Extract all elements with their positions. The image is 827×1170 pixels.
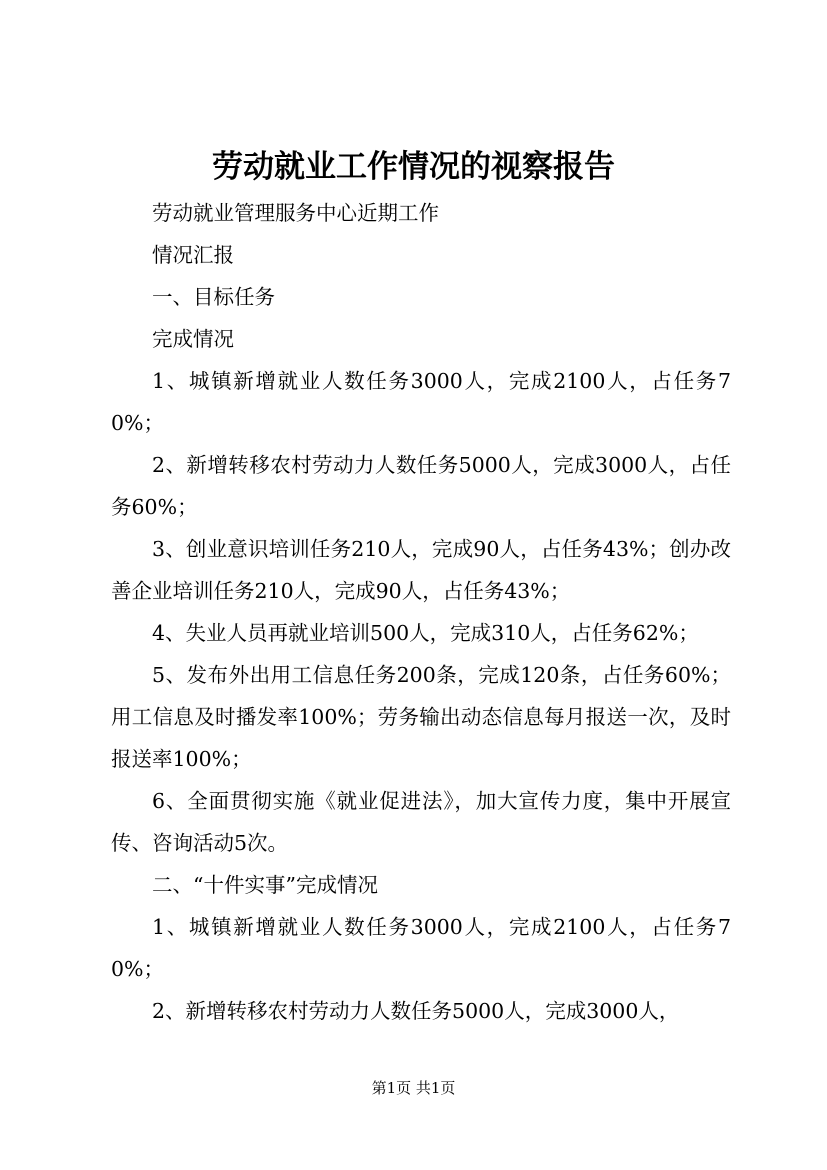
paragraph: 3、创业意识培训任务210人，完成90人，占任务43%；创办改善企业培训任务210人，完成90人，占任务43%； [111,537,731,603]
document-body [111,192,731,1032]
paragraph: 2、新增转移农村劳动力人数任务5000人，完成3000人，占任务60%； [111,453,731,519]
document-title: 劳动就业工作情况的视察报告 [212,149,615,185]
paragraph: 完成情况 [152,327,234,351]
paragraph: 二、“十件实事”完成情况 [152,873,378,897]
paragraph: 一、目标任务 [152,285,275,309]
paragraph: 2、新增转移农村劳动力人数任务5000人，完成3000人， [152,999,680,1023]
paragraph: 情况汇报 [152,243,234,267]
paragraph: 1、城镇新增就业人数任务3000人，完成2100人，占任务70%； [111,369,731,435]
paragraph: 1、城镇新增就业人数任务3000人，完成2100人，占任务70%； [111,915,731,981]
paragraph: 5、发布外出用工信息任务200条，完成120条，占任务60%；用工信息及时播发率100%；劳务输出动态信息每月报送一次，及时报送率100%； [111,663,731,771]
page-footer: 第1页 共1页 [371,1079,456,1097]
paragraph: 4、失业人员再就业培训500人，完成310人，占任务62%； [152,621,699,645]
paragraph: 劳动就业管理服务中心近期工作 [152,201,439,225]
paragraph: 6、全面贯彻实施《就业促进法》，加大宣传力度，集中开展宣传、咨询活动5次。 [111,789,731,855]
